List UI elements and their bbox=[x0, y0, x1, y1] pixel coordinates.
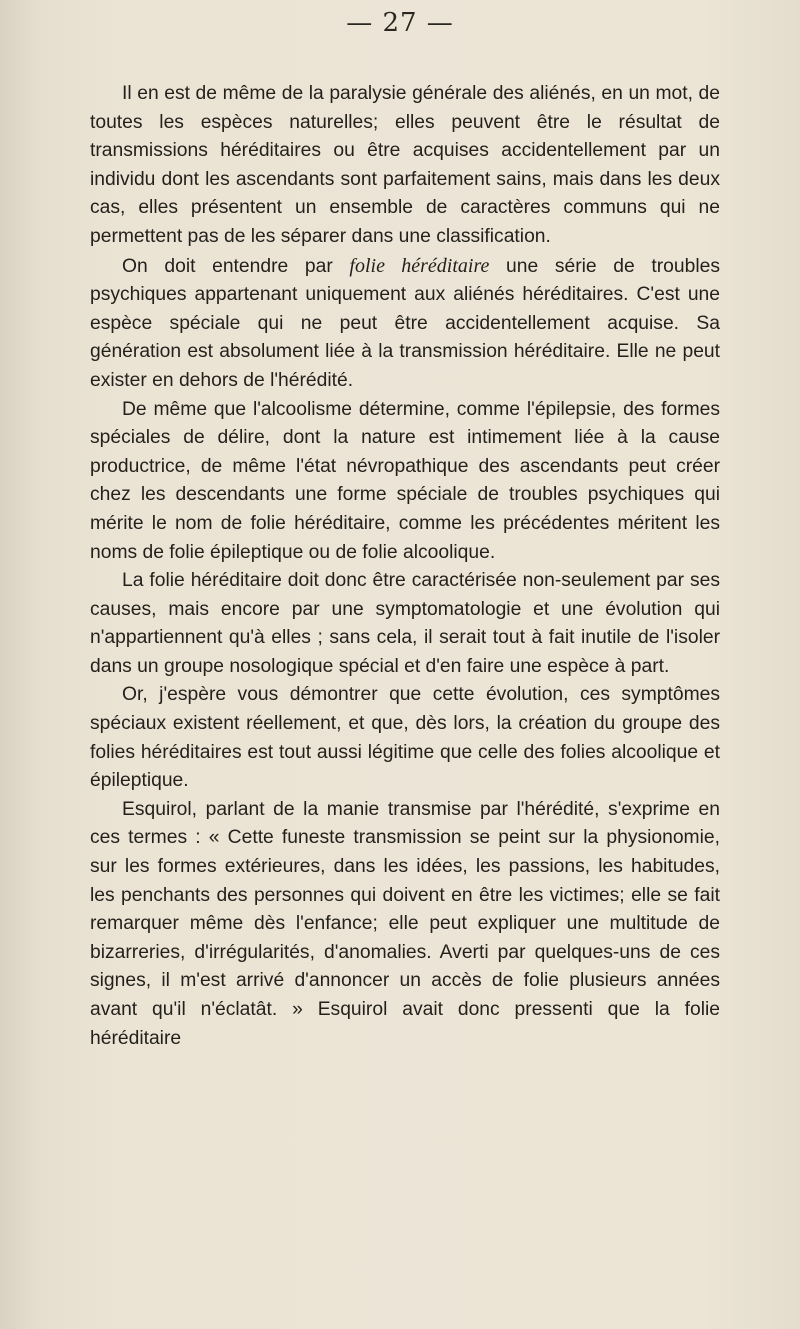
paragraph-2-after: une série de troubles psychiques appartenant uniquement aux aliénés héréditaires. C'est une espèce spéciale qui ne peut être accidentellement acquise. Sa génération est absolument liée à la transmission héréditaire. Elle ne peut exister en dehors de l'hérédité. bbox=[90, 255, 720, 391]
paragraph-4: La folie héréditaire doit donc être caractérisée non-seulement par ses causes, mais encore par une symptomatologie et une évolution qui n'appartiennent qu'à elles ; sans cela, il serait tout à fait inutile de l'isoler dans un groupe nosologique spécial et d'en faire une espèce à part. bbox=[90, 570, 720, 677]
body-text bbox=[90, 80, 720, 1053]
paragraph-1: Il en est de même de la paralysie générale des aliénés, en un mot, de toutes les espèces naturelles; elles peuvent être le résultat de transmissions héréditaires ou être acquises accidentellement par un individu dont les ascendants sont parfaitement sains, mais dans les deux cas, elles présentent un ensemble de caractères communs qui ne permettent pas de les séparer dans une classification. bbox=[90, 83, 720, 247]
paragraph-2-before: On doit entendre par bbox=[122, 255, 350, 277]
page-number: — 27 — bbox=[346, 8, 454, 38]
paragraph-2 bbox=[90, 252, 720, 396]
term-folie-hereditaire: folie héréditaire bbox=[349, 254, 490, 277]
paragraph-5: Or, j'espère vous démontrer que cette évolution, ces symptômes spéciaux existent réellement, et que, dès lors, la création du groupe des folies héréditaires est tout aussi légitime que celle des folies alcoolique et épileptique. bbox=[90, 684, 720, 792]
paragraph-3: De même que l'alcoolisme détermine, comme l'épilepsie, des formes spéciales de délire, dont la nature est intimement liée à la cause productrice, de même l'état névropathique des ascendants peut créer chez les descendants une forme spéciale de troubles psychiques qui mérite le nom de folie héréditaire, comme les précédentes méritent les noms de folie épileptique ou de folie alcoolique. bbox=[90, 398, 720, 563]
paragraph-6: Esquirol, parlant de la manie transmise par l'hérédité, s'exprime en ces termes : « Cette funeste transmission se peint sur la physionomie, sur les formes extérieures, dans les idées, les passions, les habitudes, les penchants des personnes qui doivent en être les victimes; elle se fait remarquer même dès l'enfance; elle peut expliquer une multitude de bizarreries, d'irrégularités, d'anomalies. Averti par quelques-uns de ces signes, il m'est arrivé d'annoncer un accès de folie plusieurs années avant qu'il n'éclatât. » Esquirol avait donc pressenti que la folie héréditaire bbox=[90, 798, 720, 1049]
